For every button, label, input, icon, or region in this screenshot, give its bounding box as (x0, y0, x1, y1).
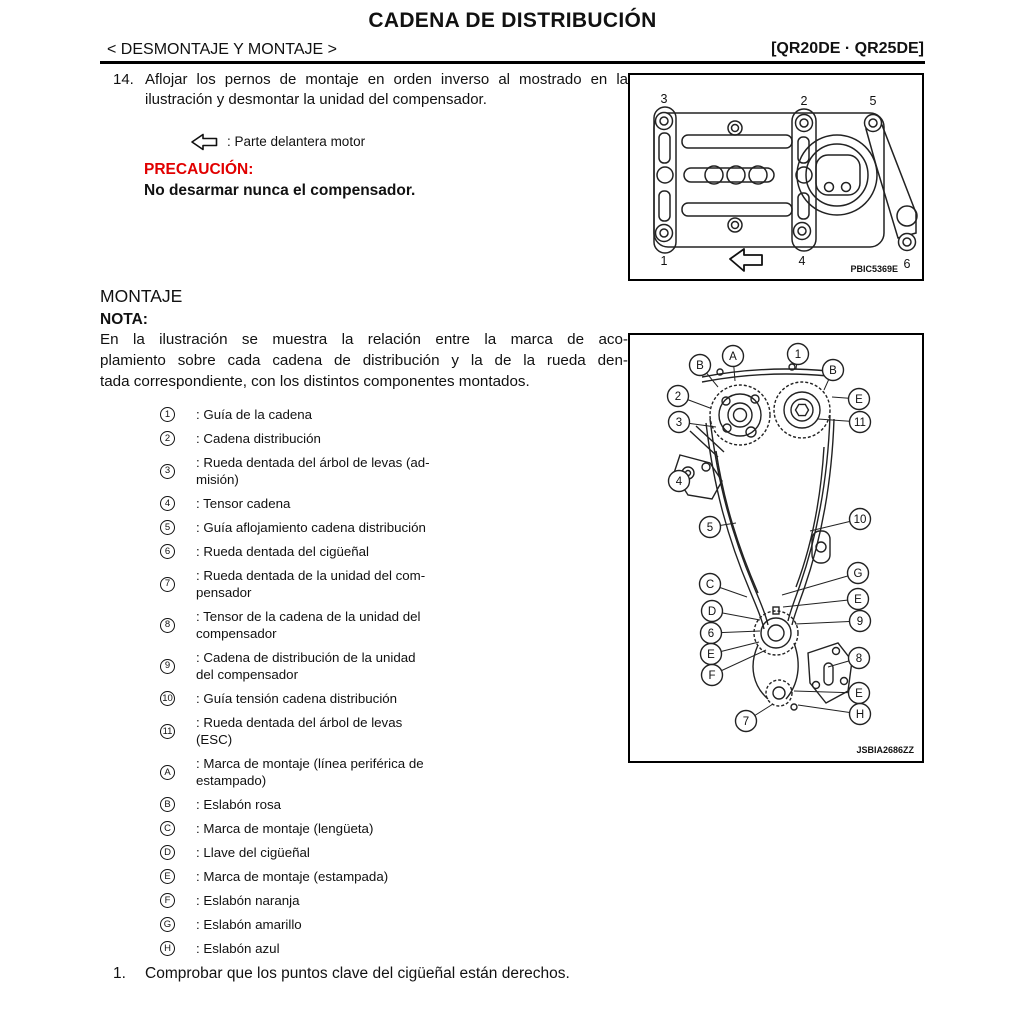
legend-text (196, 454, 430, 488)
legend-text-line: (ESC) (196, 732, 233, 748)
callout-label: D (707, 606, 717, 618)
step-text (145, 70, 628, 110)
callout-label: 5 (706, 522, 714, 534)
step-number: 14. (113, 71, 134, 88)
bolt-label: 3 (660, 92, 668, 106)
legend-text-line: : Rueda dentada del árbol de levas (196, 715, 403, 731)
legend-item (160, 406, 628, 423)
nota-label: NOTA: (100, 311, 148, 328)
legend-marker: 7 (160, 577, 175, 592)
bolt-label: 2 (800, 94, 808, 108)
callout-label: F (708, 670, 716, 682)
legend-item (160, 430, 628, 447)
figure-timing-chain-diagram (628, 333, 924, 763)
legend-marker: A (160, 765, 175, 780)
callout-label: E (707, 649, 715, 661)
legend-text-line: : Marca de montaje (línea periférica de (196, 756, 424, 772)
legend-marker: 9 (160, 659, 175, 674)
legend-item (160, 940, 628, 957)
callout-label: 9 (856, 616, 864, 628)
callout-label: H (855, 709, 865, 721)
callout-label: B (696, 360, 704, 372)
nota-paragraph (100, 330, 628, 393)
legend-text: : Marca de montaje (estampada) (196, 869, 389, 885)
legend-item (160, 454, 628, 488)
callout-label: 10 (853, 514, 867, 526)
legend-marker: D (160, 845, 175, 860)
front-of-engine-note (190, 133, 628, 151)
legend-marker: 11 (160, 724, 175, 739)
legend-marker: 6 (160, 544, 175, 559)
legend-item (160, 519, 628, 536)
legend-text-line: pensador (196, 585, 252, 601)
legend-text: : Eslabón naranja (196, 893, 300, 909)
legend-marker: E (160, 869, 175, 884)
legend-text-line: : Tensor de la cadena de la unidad del (196, 609, 421, 625)
legend-list (160, 406, 628, 957)
legend-text-line: : Cadena de distribución de la unidad (196, 650, 416, 666)
step-number: 1. (113, 965, 126, 982)
legend-text: : Eslabón amarillo (196, 917, 302, 933)
legend-text: : Eslabón rosa (196, 797, 282, 813)
legend-item (160, 796, 628, 813)
legend-item (160, 892, 628, 909)
legend-text: : Tensor cadena (196, 496, 291, 512)
callout-label: E (855, 688, 863, 700)
legend-item (160, 690, 628, 707)
legend-marker: 10 (160, 691, 175, 706)
legend-marker: F (160, 893, 175, 908)
engine-code-badge: [QR20DE · QR25DE] (771, 40, 924, 57)
left-column (100, 70, 628, 201)
legend-item (160, 543, 628, 560)
callout-label: 3 (675, 417, 683, 429)
legend-text-line: misión) (196, 472, 239, 488)
montaje-heading: MONTAJE (100, 286, 183, 306)
callout-label: E (855, 394, 863, 406)
legend-marker: 4 (160, 496, 175, 511)
caution-label: PRECAUCIÓN: (144, 160, 254, 178)
callout-markers (668, 344, 871, 732)
legend-item (160, 608, 628, 642)
step-text-line: ilustración y desmontar la unidad del compensador. (145, 90, 487, 108)
caution-block (144, 160, 628, 202)
step-1 (100, 964, 570, 984)
legend-text (196, 567, 425, 601)
legend-text (196, 608, 421, 642)
figure-code: PBIC5369E (850, 264, 898, 274)
legend-text: : Guía de la cadena (196, 407, 313, 423)
legend-text: : Rueda dentada del cigüeñal (196, 544, 369, 560)
legend-marker: 3 (160, 464, 175, 479)
legend-marker: C (160, 821, 175, 836)
callout-label: G (853, 568, 863, 580)
legend-marker: 1 (160, 407, 175, 422)
bolt-label: 4 (798, 254, 806, 268)
legend-text: : Guía tensión cadena distribución (196, 691, 398, 707)
callout-label: 1 (794, 349, 802, 361)
legend-text-line: del compensador (196, 667, 299, 683)
step-text-line: Aflojar los pernos de montaje en orden inverso al mostrado en la (145, 71, 628, 88)
legend-text: : Llave del cigüeñal (196, 845, 310, 861)
legend-text (196, 755, 424, 789)
page-title: CADENA DE DISTRIBUCIÓN (368, 9, 657, 32)
callout-label: A (729, 351, 737, 363)
figure-balancer-unit (628, 73, 924, 281)
front-direction-arrow-icon (730, 249, 762, 271)
callout-label: 11 (854, 417, 866, 429)
legend-item (160, 820, 628, 837)
legend-marker: B (160, 797, 175, 812)
legend-text-line: : Rueda dentada del árbol de levas (ad- (196, 455, 430, 471)
callout-label: E (854, 594, 862, 606)
legend-item (160, 916, 628, 933)
legend-text-line: compensador (196, 626, 277, 642)
montaje-section (100, 286, 628, 964)
header-rule (100, 61, 925, 64)
legend-marker: G (160, 917, 175, 932)
figure-code: JSBIA2686ZZ (856, 745, 914, 755)
legend-marker: 8 (160, 618, 175, 633)
balancer-unit-drawing (630, 75, 922, 279)
callout-label: 8 (855, 653, 863, 665)
front-note-text: : Parte delantera motor (227, 134, 366, 150)
legend-text: : Guía aflojamiento cadena distribución (196, 520, 426, 536)
legend-text: : Cadena distribución (196, 431, 321, 447)
nota-line: tada correspondiente, con los distintos componentes montados. (100, 373, 530, 391)
legend-item (160, 495, 628, 512)
legend-marker: 5 (160, 520, 175, 535)
callout-label: B (829, 365, 837, 377)
bolt-label: 5 (869, 94, 877, 108)
step-text: Comprobar que los puntos clave del cigüeñal están derechos. (145, 965, 570, 982)
legend-item (160, 649, 628, 683)
callout-label: C (705, 579, 715, 591)
legend-text-line: : Rueda dentada de la unidad del com- (196, 568, 426, 584)
timing-chain-drawing (630, 335, 922, 761)
legend-item (160, 868, 628, 885)
legend-text (196, 649, 416, 683)
legend-text-line: estampado) (196, 773, 267, 789)
callout-label: 4 (675, 476, 683, 488)
legend-text: : Eslabón azul (196, 941, 280, 957)
legend-marker: H (160, 941, 175, 956)
legend-item (160, 567, 628, 601)
legend-item (160, 844, 628, 861)
callout-label: 6 (707, 628, 715, 640)
nota-line: plamiento sobre cada cadena de distribución y la de la rueda den- (100, 352, 628, 370)
callout-label: 2 (674, 391, 682, 403)
step-14 (100, 70, 628, 110)
legend-item (160, 755, 628, 789)
nota-line: En la ilustración se muestra la relación entre la marca de aco- (100, 331, 628, 349)
caution-text: No desarmar nunca el compensador. (144, 181, 416, 199)
left-open-arrow-icon (190, 133, 218, 151)
legend-marker: 2 (160, 431, 175, 446)
legend-item (160, 714, 628, 748)
section-breadcrumb: < DESMONTAJE Y MONTAJE > (107, 41, 337, 58)
callout-label: 7 (742, 716, 750, 728)
bolt-label: 6 (903, 257, 911, 271)
legend-text: : Marca de montaje (lengüeta) (196, 821, 374, 837)
bolt-label: 1 (660, 254, 668, 268)
legend-text (196, 714, 402, 748)
